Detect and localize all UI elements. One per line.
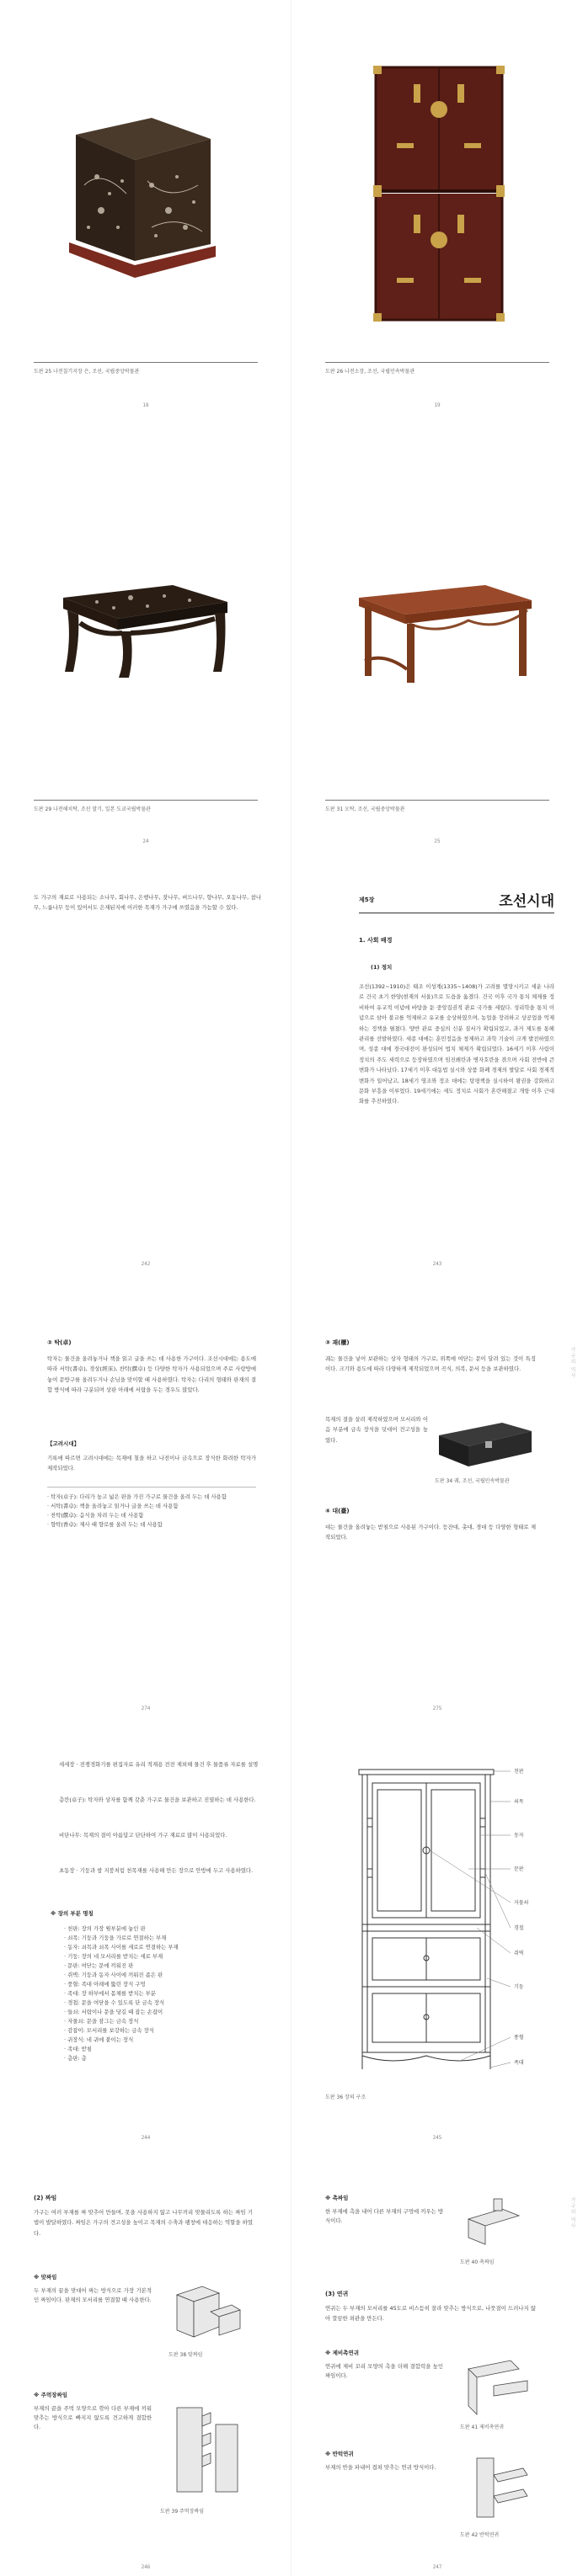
wardrobe-structure-diagram <box>342 1759 553 2079</box>
page-244 <box>0 1726 292 2164</box>
joint-box <box>325 2194 544 2278</box>
chapter-title: 조선시대 <box>499 893 554 910</box>
diagram-label: 자물쇠 <box>514 1900 529 1906</box>
diagram-label: 천판 <box>514 1769 524 1775</box>
gutter <box>291 859 292 1296</box>
body-text: 궤는 물건을 넣어 보관하는 상자 형태의 가구로, 위쪽에 여닫는 문이 달려 있는 것이 특징이다. 크기와 용도에 따라 다양하게 제작되었으며 곡식, 의복, 문서 등을 보관하였다. <box>325 1355 536 1373</box>
diagram-label: 동자 <box>514 1833 524 1839</box>
box-text: 두 부재의 끝을 맞대어 짜는 방식으로 가장 기본적인 짜임이다. 판재의 모서리를 연결할 때 사용한다. <box>34 2287 152 2303</box>
list-item: · 기둥: 장의 네 모서리를 받치는 세로 부재 <box>64 1953 163 1960</box>
box-text: 연귀에 제비 꼬리 모양의 촉을 더해 결합력을 높인 짜임이다. <box>325 2363 443 2379</box>
body-text: 대는 물건을 올려놓는 받침으로 사용된 가구이다. 등잔대, 촛대, 경대 등 다양한 형태로 제작되었다. <box>325 1524 536 1541</box>
gutter <box>291 0 292 429</box>
page-number: 18 <box>142 402 149 408</box>
spread-5 <box>0 1726 583 2164</box>
page-number: 25 <box>434 838 441 844</box>
spread-1 <box>0 0 583 429</box>
bullet-item: · 서탁(書卓): 책을 올려놓고 읽거나 글을 쓰는 데 사용함 <box>47 1503 179 1509</box>
page-275 <box>292 1296 583 1726</box>
page-number: 243 <box>432 1261 442 1267</box>
list-item: · 족대: 장 하부에서 몸체를 받치는 부분 <box>64 1990 156 1997</box>
page-25 <box>292 429 583 859</box>
figure-caption: 도판 29 나전해치탁, 조선 말기, 일본 도쿄국립박물관 <box>34 806 151 812</box>
list-item: · 쥐벽: 기둥과 동자 사이에 끼워진 좁은 판 <box>64 1972 163 1978</box>
page-242 <box>0 859 292 1296</box>
list-item: · 귀장식: 네 귀에 붙이는 장식 <box>64 2036 134 2043</box>
diagram-label: 쥐벽 <box>514 1951 524 1956</box>
haechi-table-image <box>46 572 240 682</box>
joint-box <box>325 2349 544 2441</box>
list-item: · 문판: 여닫는 문에 끼워진 판 <box>64 1962 134 1969</box>
section-heading: ② 탁(卓) <box>47 1339 72 1346</box>
diagram-label: 기둥 <box>514 1984 524 1990</box>
butt-joint-diagram <box>168 2278 244 2345</box>
list-item: · 경첩: 문을 여닫을 수 있도록 단 금속 장식 <box>64 1999 165 2006</box>
box-title: ※ 주먹장짜임 <box>34 2392 67 2398</box>
gutter <box>291 1726 292 2164</box>
subsection-heading: (1) 정치 <box>371 964 393 971</box>
red-chest-image <box>363 59 515 328</box>
list-item: · 쇠목: 기둥과 기둥을 가로로 연결하는 부재 <box>64 1935 167 1941</box>
section-heading: (2) 짜임 <box>34 2195 57 2201</box>
box-title: ※ 반턱연귀 <box>325 2451 354 2457</box>
figure-caption: 도판 41 제비촉연귀 <box>460 2424 505 2430</box>
list-item: · 족대: 받침 <box>64 2046 92 2052</box>
dovetail-joint-diagram <box>160 2399 244 2500</box>
box-title: ※ 제비촉연귀 <box>325 2350 359 2356</box>
spread-3 <box>0 859 583 1296</box>
list-item: · 층판: 층 <box>64 2055 87 2062</box>
running-side-title: 가구의 역사 <box>570 2197 575 2229</box>
figure-caption: 도판 34 궤, 조선, 국립민속박물관 <box>435 1478 510 1484</box>
gwe-chest-image <box>435 1414 536 1473</box>
caption-rule <box>325 800 549 801</box>
diagram-label: 문판 <box>514 1866 524 1872</box>
figure-caption: 도판 26 나전소장, 조선, 국립민속박물관 <box>325 369 415 375</box>
body-text: 비단나무: 목재의 결이 아름답고 단단하여 가구 재료로 많이 사용되었다. <box>59 1832 227 1839</box>
gutter <box>291 429 292 859</box>
body-text: 도 가구의 재료로 사용되는 소나무, 회나무, 은행나무, 잣나무, 버드나무, 향나무, 오동나무, 참나무, 느릅나무 등이 있어서도 은재된지에 이러한 목재가 가구에 쓰였음을 가늠할 수 있다. <box>34 894 261 912</box>
figure-caption: 도판 40 촉짜임 <box>460 2259 495 2265</box>
joint-box <box>325 2450 544 2551</box>
page-number: 275 <box>432 1706 442 1711</box>
gutter <box>291 2164 292 2576</box>
list-item: · 들쇠: 서랍이나 문을 당길 때 잡는 손잡이 <box>64 2009 163 2015</box>
section-heading: ④ 대(臺) <box>325 1508 350 1514</box>
diagram-label: 쇠목 <box>514 1799 524 1805</box>
caption-rule <box>34 800 258 801</box>
box-title: ※ 촉짜임 <box>325 2195 349 2201</box>
spread-2 <box>0 429 583 859</box>
diagram-label: 족대 <box>514 2060 524 2066</box>
page-number: 246 <box>141 2564 151 2570</box>
page-243 <box>292 859 583 1296</box>
list-item: · 동자: 쇠목과 쇠목 사이를 세로로 연결하는 부재 <box>64 1944 179 1951</box>
box-title: ※ 맞짜임 <box>34 2274 57 2281</box>
page-number: 24 <box>142 838 149 844</box>
list-heading: ※ 장의 부분 명칭 <box>51 1910 94 1917</box>
page-245 <box>292 1726 583 2164</box>
part-names-list <box>64 1924 261 2063</box>
figure-caption: 도판 39 주먹장짜임 <box>160 2509 205 2515</box>
page-247 <box>292 2164 583 2576</box>
section-heading: (3) 연귀 <box>325 2291 349 2297</box>
list-item: · 천판: 장의 가장 윗부분에 놓인 판 <box>64 1925 146 1932</box>
body-text: 목재의 결을 살려 제작하였으며 모서리와 이음 부분에 금속 장식을 덧대어 견고성을 높였다. <box>325 1416 428 1444</box>
figure-caption: 도판 38 맞짜임 <box>168 2352 203 2358</box>
list-item: · 풍혈: 족대 아래에 뚫린 장식 구멍 <box>64 1981 146 1988</box>
caption-rule <box>325 362 549 363</box>
diagram-label: 경첩 <box>514 1925 524 1931</box>
body-text: 기록에 따르면 고려시대에는 목재에 칠을 하고 나전이나 금속으로 장식한 화려한 탁자가 제작되었다. <box>47 1455 256 1472</box>
spread-4 <box>0 1296 583 1726</box>
ohtak-table-image <box>346 577 540 686</box>
nacre-cabinet-image <box>51 101 219 286</box>
box-text: 부재의 반을 파내어 겹쳐 맞추는 연귀 방식이다. <box>325 2464 436 2471</box>
bullet-item: · 탁자(卓子): 다리가 높고 넓은 판을 가진 가구로 물건을 올려 두는 데 사용함 <box>47 1493 227 1500</box>
joint-box <box>34 2391 253 2534</box>
section-heading: ③ 괘(櫃) <box>325 1339 350 1346</box>
list-item: · 자물쇠: 문을 잠그는 금속 장식 <box>64 2018 139 2025</box>
page-number: 274 <box>141 1706 151 1711</box>
page-18 <box>0 0 292 429</box>
gutter <box>291 1296 292 1726</box>
page-246 <box>0 2164 292 2576</box>
joint-box <box>34 2273 253 2374</box>
note-box <box>47 1487 256 1530</box>
page-number: 247 <box>432 2564 442 2570</box>
bullet-item: · 찬탁(饌卓): 음식을 차려 두는 데 사용함 <box>47 1512 144 1519</box>
body-text: 초동장 · 기둥과 쌈 지붕처럼 천목재를 사용해 만든 장으로 안방에 두고 사용하였다. <box>59 1867 254 1874</box>
page-number: 19 <box>434 402 441 408</box>
figure-caption: 도판 25 나전칠기지장 은, 조선, 국립중앙박물관 <box>34 369 140 375</box>
figure-caption: 도판 42 반턱연귀 <box>460 2532 500 2538</box>
diagram-label: 풍혈 <box>514 2035 524 2041</box>
caption-rule <box>34 362 258 363</box>
body-text: 가구는 여러 부재를 짜 맞추어 만들며, 못을 사용하지 않고 나무끼리 맞물리도록 하는 짜임 기법이 발달하였다. 짜임은 가구의 견고성을 높이고 목재의 수축과 팽창에 대응하는 역할을 하였다. <box>34 2209 253 2237</box>
page-number: 242 <box>141 1261 151 1267</box>
half-lap-miter-diagram <box>460 2450 536 2525</box>
page-24 <box>0 429 292 859</box>
tenon-joint-diagram <box>460 2194 536 2253</box>
body-text: 연귀는 두 부재의 모서리를 45도로 비스듬히 잘라 맞추는 방식으로, 나뭇결이 드러나지 않아 깔끔한 외관을 만든다. <box>325 2305 536 2323</box>
figure-caption: 도판 31 오탁, 조선, 국립중앙박물관 <box>325 806 405 812</box>
body-text: 층칸(卓子): 탁자와 상자를 함께 갖춘 가구로 물건을 보관하고 진열하는 데 사용한다. <box>59 1796 256 1803</box>
miter-joint-diagram <box>460 2352 536 2419</box>
chapter-label: 제5장 <box>359 897 375 903</box>
page-19 <box>292 0 583 429</box>
box-text: 한 부재에 촉을 내어 다른 부재의 구멍에 끼우는 방식이다. <box>325 2208 443 2224</box>
body-text: 조선(1392~1910)은 태조 이성계(1335~1408)가 고려를 멸망시키고 세운 나라로 건국 초기 한양(현재의 서울)으로 도읍을 옮겼다. 건국 이후 국가 통치 체제를 정비하여 유교적 이념에 바탕을 둔 중앙집권적 관료 국가를 세웠다. 성리학을 통치 이념으로 삼아 불교를 억제하고 유교를 숭상하였으며, 농업을 장려하고 상공업을 억제하는 정책을 펼쳤다. 양반 관료 중심의 신분 질서가 확립되었고, 과거 제도를 통해 관리를 선발하였다. 세종 대에는 훈민정음을 창제하고 과학 기술이 크게 발전하였으며, 성종 대에 경국대전이 완성되어 법치 체제가 확립되었다. 16세기 이후 사림이 정치의 주도 세력으로 등장하였으며 임진왜란과 병자호란을 겪으며 사회 전반에 큰 변화가 나타났다. 17세기 이후 대동법 실시와 상품 화폐 경제의 발달로 사회 경제적 변화가 일어났고, 18세기 영조와 정조 대에는 탕평책을 실시하여 왕권을 강화하고 문화 부흥을 이루었다. 19세기에는 세도 정치로 사회가 혼란해졌고 개항 이후 근대화를 추진하였다. <box>359 983 554 1105</box>
box-text: 부재의 끝을 주먹 모양으로 깎아 다른 부재에 끼워 맞추는 방식으로 빠지지 않도록 견고하게 결합한다. <box>34 2405 152 2430</box>
running-side-title: 가구의 역사 <box>570 1347 575 1379</box>
spread-6 <box>0 2164 583 2576</box>
bullet-item: · 향탁(香卓): 제사 때 향로를 올려 두는 데 사용함 <box>47 1521 163 1528</box>
page-number: 244 <box>141 2135 151 2141</box>
list-item: · 감잡이: 모서리를 보강하는 금속 장식 <box>64 2027 154 2034</box>
page-number: 245 <box>432 2135 442 2141</box>
figure-caption: 도판 36 장의 구조 <box>325 2094 366 2100</box>
body-text: 탁자는 물건을 올려놓거나 책을 읽고 글을 쓰는 데 사용한 가구이다. 조선시대에는 용도에 따라 서탁(書卓), 경상(經床), 찬탁(饌卓) 등 다양한 탁자가 사용되었으며 주로 사랑방에 놓여 문방구를 올려두거나 손님을 맞이할 때 사용하였다. 탁자는 다리의 형태와 판재의 결합 방식에 따라 구분되며 상판 아래에 서랍을 두는 경우도 많았다. <box>47 1355 256 1394</box>
body-text: 세세장 · 전쟁경화기를 편집자료 유리 적재용 전전 제외해 물건 후 물품류 자료를 설명 <box>59 1761 259 1768</box>
page-274 <box>0 1296 292 1726</box>
subsection-heading: 【고려시대】 <box>47 1440 80 1447</box>
section-heading: 1. 사회 배경 <box>359 937 393 944</box>
